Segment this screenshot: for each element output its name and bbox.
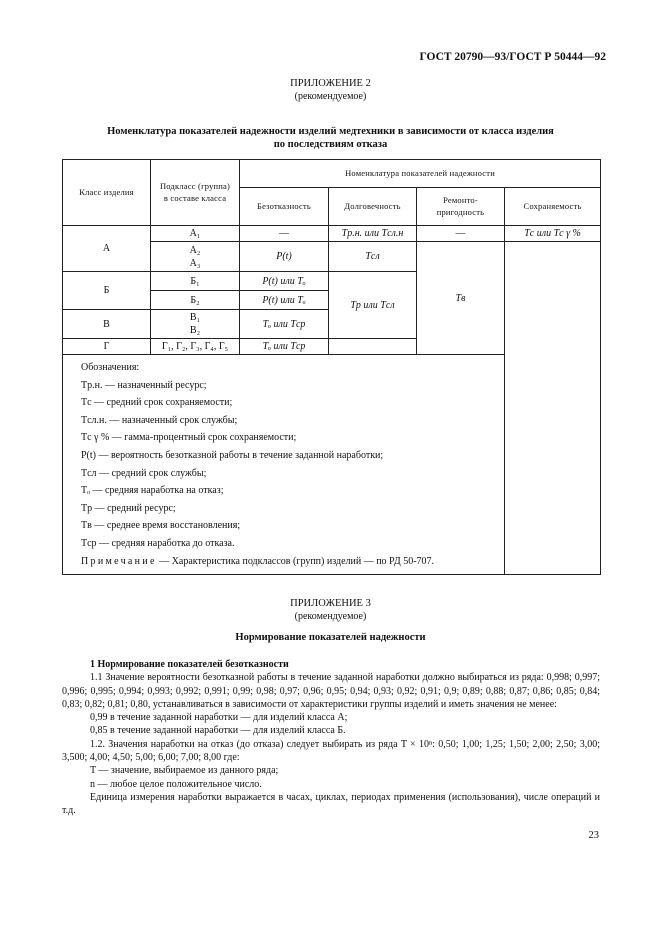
cell-class-b: Б — [63, 272, 151, 310]
body-text — [62, 658, 600, 818]
note-item: P(t) — вероятность безотказной работы в течение заданной наработки; — [81, 449, 384, 461]
cell-b2-failsafe: P(t) или Tₒ — [240, 291, 329, 310]
cell-a23-durability: Tсл — [329, 242, 417, 272]
cell-repair-tv: Tв — [417, 242, 505, 355]
remark-text: — Характеристика подклассов (групп) изделий — по РД 50-707. — [156, 555, 435, 567]
cell-v-failsafe: Tₒ или Tср — [240, 310, 329, 339]
cell-a1-durability: Tр.н. или Tсл.н — [329, 226, 417, 242]
paragraph-1-2: 1.2. Значения наработки на отказ (до отказа) следует выбирать из ряда T × 10ⁿ: 0,50; 1,00; 1,25; 1,50; 2,00; 2,50; 3,00; 3,500; 4,00; 4,50; 5,00; 6,00; 7,00; 8,00 где: — [62, 738, 600, 764]
table-title — [60, 125, 601, 151]
page-number: 23 — [588, 830, 599, 841]
remark-label: Примечание — [81, 555, 157, 567]
cell-sub-a1: А₁ — [151, 226, 240, 242]
note-item: Tр — средний ресурс; — [81, 502, 176, 514]
cell-class-g: Г — [63, 339, 151, 355]
notes-heading: Обозначения: — [81, 362, 140, 373]
notes-cell — [63, 355, 601, 575]
table-title-line-2: по последствиям отказа — [273, 139, 388, 150]
appendix-2-title: ПРИЛОЖЕНИЕ 2 — [290, 78, 371, 89]
header-subclass: Подкласс (группа) в составе класса — [151, 160, 240, 226]
cell-b-v-durability: Tр или Tсл — [329, 272, 417, 339]
note-item: Tсл.н. — назначенный срок службы; — [81, 414, 238, 426]
document-header: ГОСТ 20790—93/ГОСТ Р 50444—92 — [419, 51, 606, 63]
cell-class-a: А — [63, 226, 151, 272]
section-title: Нормирование показателей надежности — [235, 632, 426, 643]
appendix-3-subtitle: (рекомендуемое) — [294, 611, 367, 622]
header-repairability: Ремонто- пригодность — [417, 188, 505, 226]
cell-sub-v: В₁ В₂ — [151, 310, 240, 339]
note-item: Tс γ % — гамма-процентный срок сохраняемости; — [81, 432, 297, 444]
note-item: Tр.н. — назначенный ресурс; — [81, 379, 207, 391]
cell-g-failsafe: Tₒ или Tср — [240, 339, 329, 355]
appendix-2-heading — [0, 77, 661, 103]
header-durability: Долговечность — [329, 188, 417, 226]
header-failsafe: Безотказность — [240, 188, 329, 226]
table-remark — [81, 553, 586, 571]
cell-sub-g: Г₁, Г₂, Г₃, Г₄, Г₅ — [151, 339, 240, 355]
note-item: Tв — среднее время восстановления; — [81, 520, 241, 532]
paragraph-class-b: 0,85 в течение заданной наработки — для изделий класса Б. — [90, 725, 346, 737]
note-item: Tₒ — средняя наработка на отказ; — [81, 485, 224, 497]
cell-sub-a23: А₂ А₃ — [151, 242, 240, 272]
appendix-3-title: ПРИЛОЖЕНИЕ 3 — [290, 598, 371, 609]
note-item: Tс — средний срок сохраняемости; — [81, 397, 233, 409]
section-1-heading: 1 Нормирование показателей безотказности — [90, 659, 289, 670]
paragraph-class-a: 0,99 в течение заданной наработки — для изделий класса А; — [90, 712, 348, 724]
appendix-2-subtitle: (рекомендуемое) — [294, 91, 367, 102]
cell-class-v: В — [63, 310, 151, 339]
header-storage: Сохраняемость — [505, 188, 601, 226]
cell-sub-b1: Б₁ — [151, 272, 240, 291]
table-title-line-1: Номенклатура показателей надежности изделий медтехники в зависимости от класса изделия — [107, 126, 554, 137]
note-item: Tср — средняя наработка до отказа. — [81, 537, 235, 549]
paragraph-1-1: 1.1 Значение вероятности безотказной работы в течение заданной наработки должно выбираться из ряда: 0,998; 0,997; 0,996; 0,995; 0,994; 0,993; 0,992; 0,991; 0,99; 0,98; 0,97; 0,96; 0,95; 0,94; 0,93; 0,92; 0,91; 0,9; 0,89; 0,88; 0,87; 0,86; 0,85; 0,84; 0,83; 0,82; 0,81; 0,80, устанавливаться в зависимости от характеристики группы изделий и иметь значения не менее: — [62, 672, 600, 710]
cell-g-durability — [329, 339, 417, 355]
paragraph-unit: Единица измерения наработки выражается в часах, циклах, периодах применения (использования), числе операций и т.д. — [62, 791, 600, 817]
cell-b1-failsafe: P(t) или Tₒ — [240, 272, 329, 291]
cell-a1-failsafe: — — [240, 226, 329, 242]
cell-a23-failsafe: P(t) — [240, 242, 329, 272]
paragraph-T-def: T — значение, выбираемое из данного ряда; — [90, 765, 279, 777]
note-item: Tсл — средний срок службы; — [81, 467, 207, 479]
header-class: Класс изделия — [63, 160, 151, 226]
cell-sub-b2: Б₂ — [151, 291, 240, 310]
cell-a1-storage: Tс или Tс γ % — [505, 226, 601, 242]
paragraph-n-def: n — любое целое положительное число. — [90, 778, 262, 790]
cell-a1-repair: — — [417, 226, 505, 242]
appendix-3-heading — [0, 597, 661, 623]
header-nomenclature: Номенклатура показателей надежности — [240, 160, 601, 188]
reliability-indicators-table — [62, 159, 601, 575]
